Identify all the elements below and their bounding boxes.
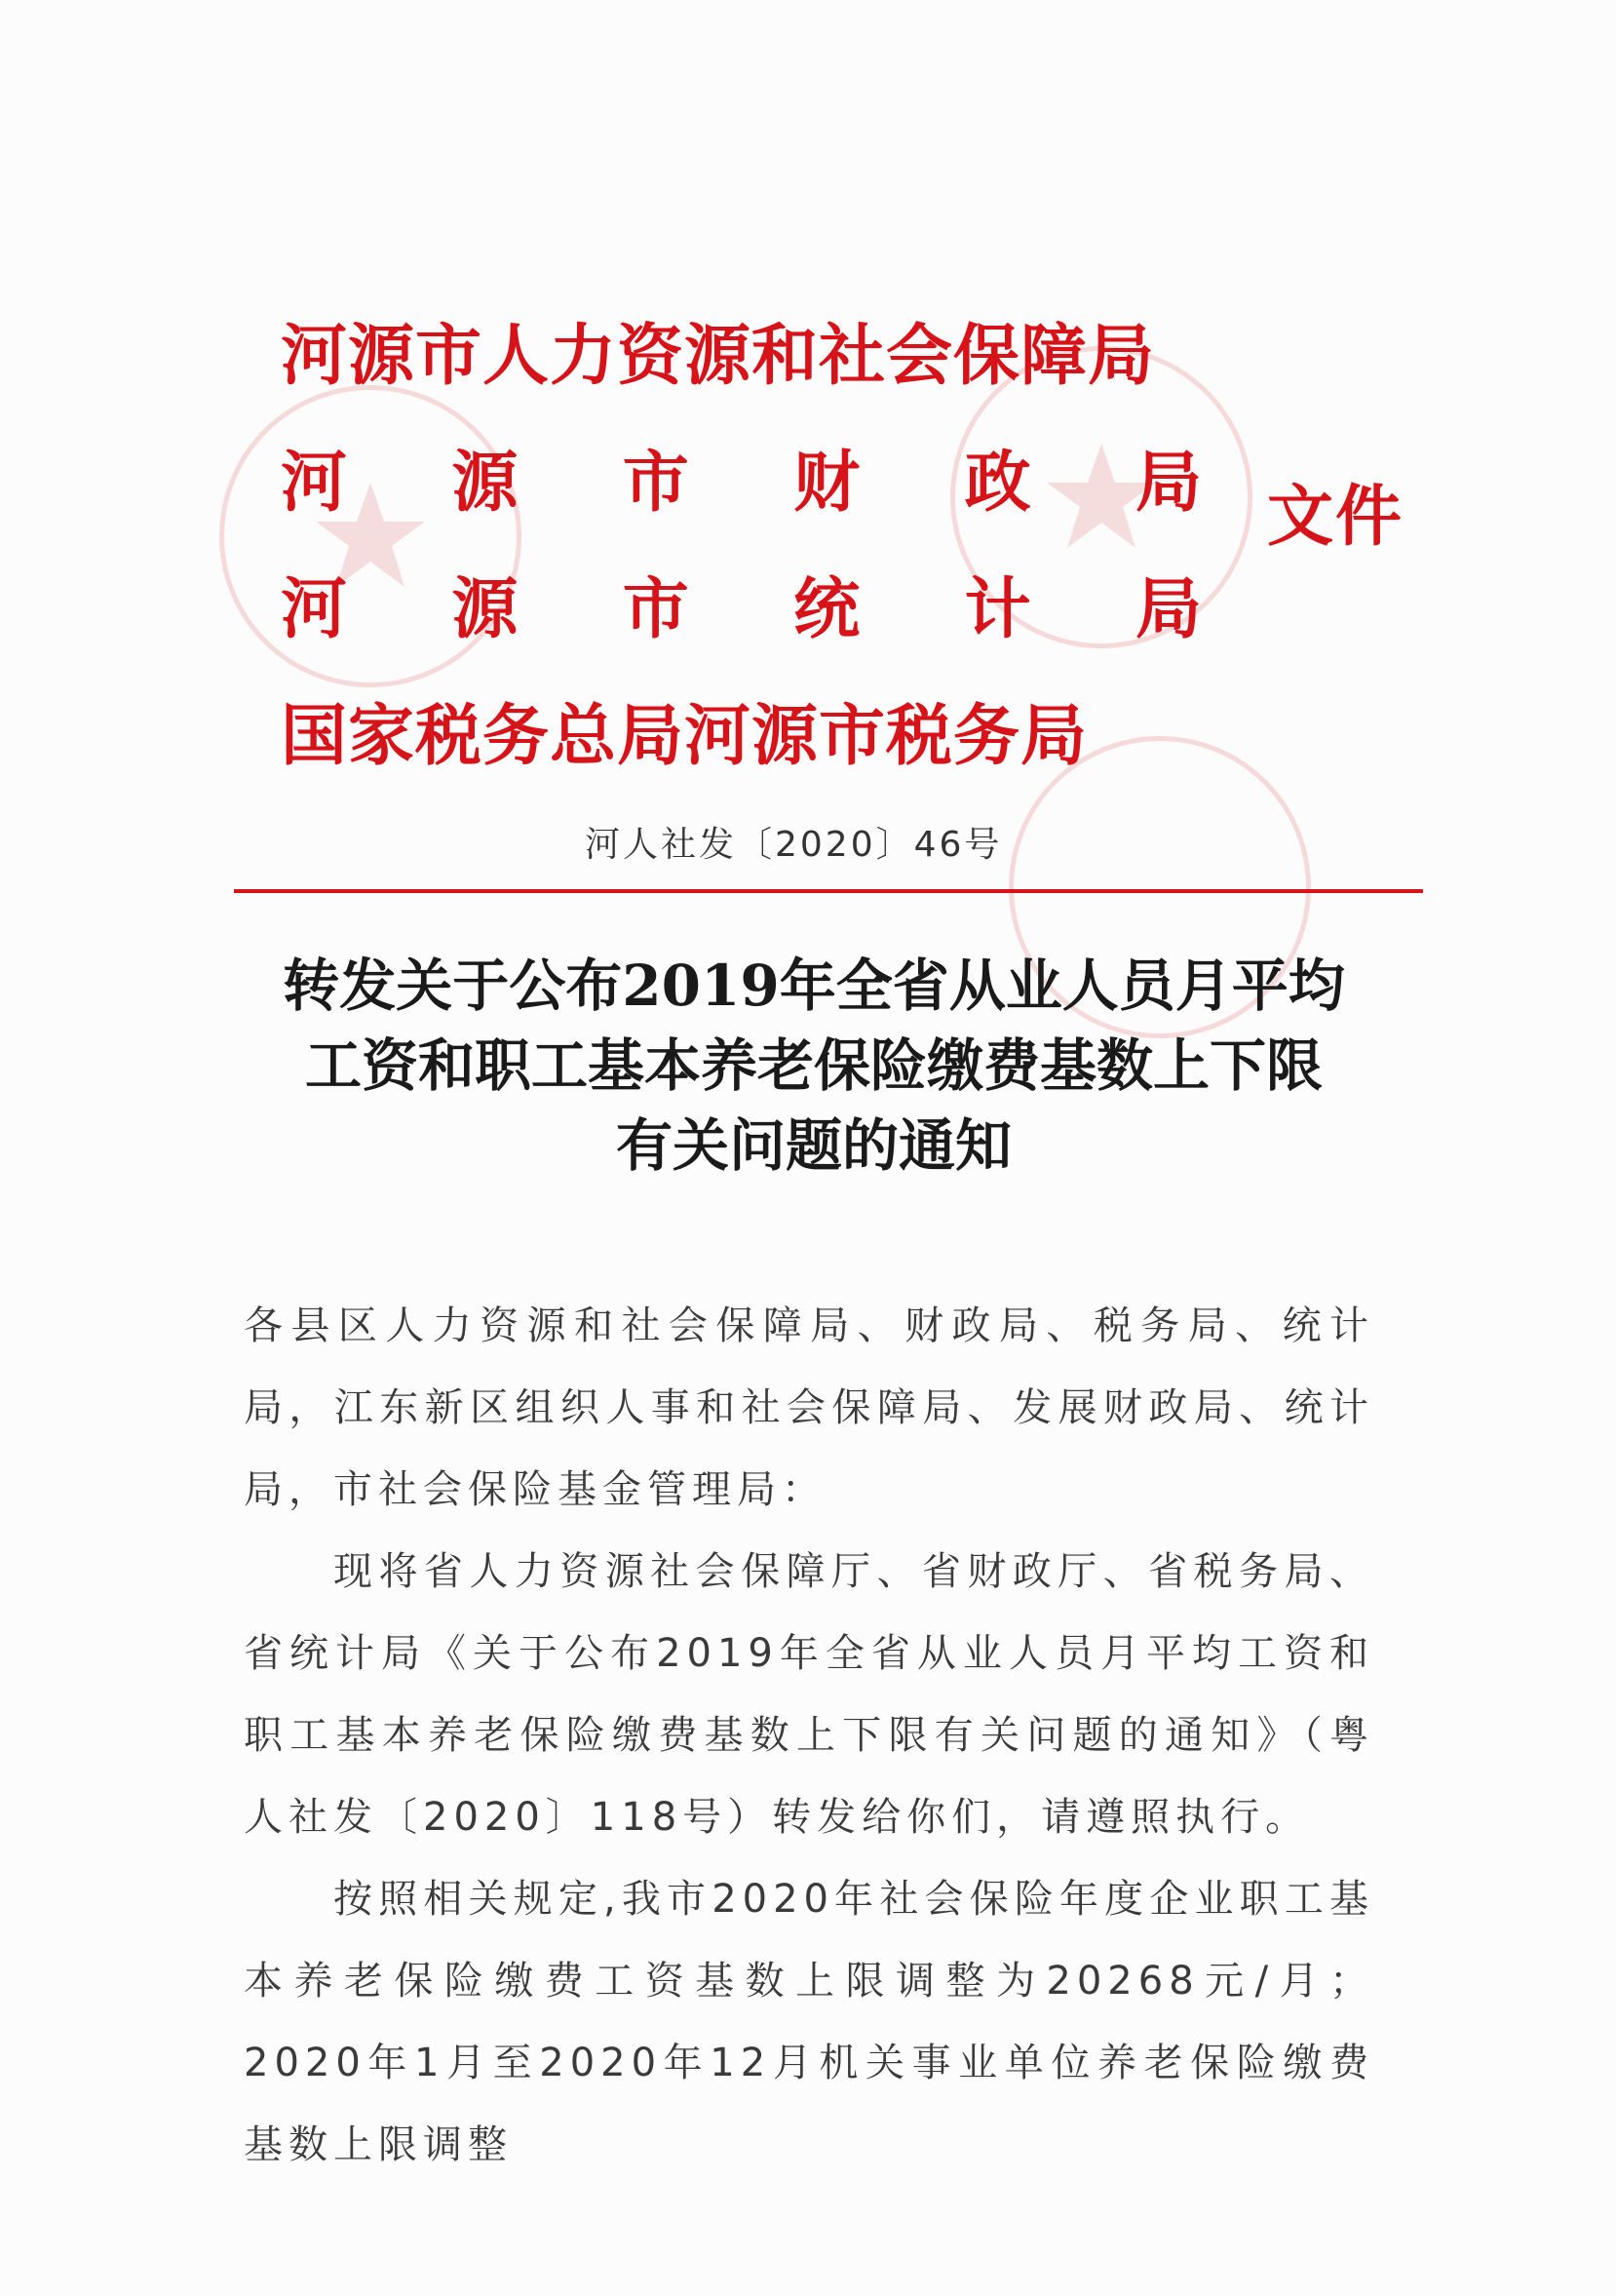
red-divider-line — [234, 889, 1423, 893]
issuer-line: 国家税务总局河源市税务局 — [281, 697, 1089, 775]
document-type-label: 文件 — [1267, 478, 1404, 556]
title-line: 工资和职工基本养老保险缴费基数上下限 — [304, 1032, 1323, 1099]
issuer-char: 市 — [622, 444, 689, 522]
addressee-paragraph: 各县区人力资源和社会保障局、财政局、税务局、统计局，江东新区组织人事和社会保障局、发展财政局、统计局，市社会保险基金管理局： — [244, 1304, 1374, 1512]
issuer-char: 河 — [281, 570, 348, 648]
issuer-char: 财 — [793, 444, 861, 522]
body-paragraph: 现将省人力资源社会保障厅、省财政厅、省税务局、省统计局《关于公布2019年全省从业人员月平均工资和职工基本养老保险缴费基数上下限有关问题的通知》（粤人社发〔2020〕118号）转发给你们，请遵照执行。 — [244, 1549, 1374, 1840]
document-title — [195, 946, 1433, 1186]
issuer-line: 河源市人力资源和社会保障局 — [281, 317, 1156, 395]
issuer-char: 市 — [622, 570, 689, 648]
issuer-char: 统 — [793, 570, 861, 648]
title-line: 转发关于公布2019年全省从业人员月平均 — [283, 953, 1345, 1019]
issuer-char: 河 — [281, 444, 348, 522]
issuer-line — [281, 444, 1202, 522]
issuer-char: 局 — [1135, 570, 1202, 648]
issuer-char: 局 — [1135, 444, 1202, 522]
issuer-char: 政 — [964, 444, 1031, 522]
body-paragraph: 按照相关规定,我市2020年社会保险年度企业职工基本养老保险缴费工资基数上限调整为20268元/月；2020年1月至2020年12月机关事业单位养老保险缴费基数上限调整 — [244, 1877, 1374, 2167]
title-line: 有关问题的通知 — [615, 1112, 1012, 1179]
issuer-char: 源 — [451, 570, 519, 648]
issuer-char: 源 — [451, 444, 519, 522]
issuer-line — [281, 570, 1202, 648]
issuer-char: 计 — [964, 570, 1031, 648]
document-body — [244, 1285, 1374, 2186]
document-number: 河人社发〔2020〕46号 — [585, 825, 1003, 865]
